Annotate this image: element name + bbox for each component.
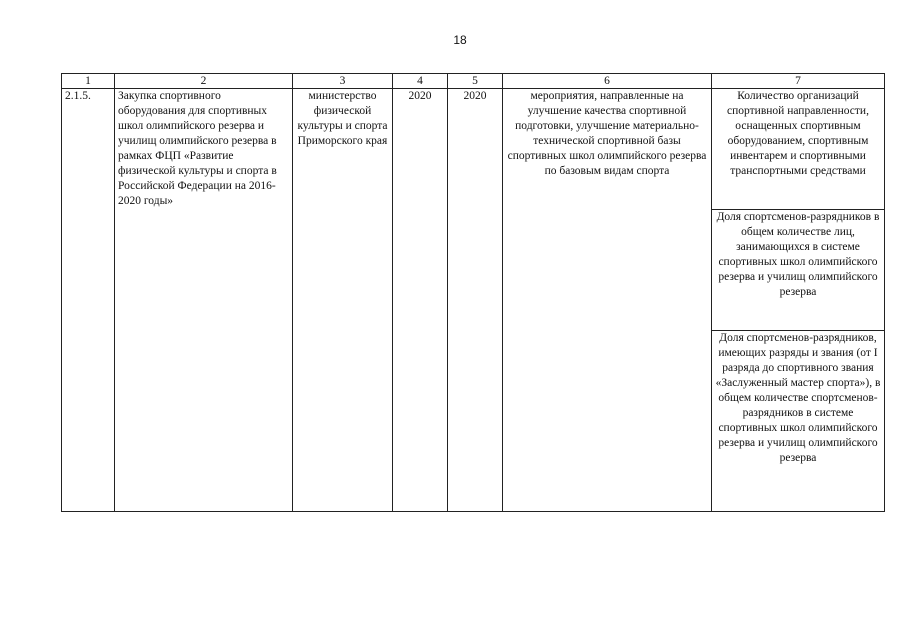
start-year-cell: 2020 — [393, 89, 448, 512]
column-header: 7 — [712, 74, 885, 89]
indicator-cell: Количество организаций спортивной направленности, оснащенных спортивным оборудованием, спортивным инвентарем и спортивными транспортными средствами — [712, 89, 885, 210]
table-header-row — [62, 74, 885, 89]
table-row — [62, 89, 885, 210]
column-header: 2 — [115, 74, 293, 89]
column-header: 4 — [393, 74, 448, 89]
end-year-cell: 2020 — [448, 89, 503, 512]
program-table — [61, 73, 885, 512]
column-header: 1 — [62, 74, 115, 89]
indicator-cell: Доля спортсменов-разрядников в общем количестве лиц, занимающихся в системе спортивных школ олимпийского резерва и училищ олимпийского резерва — [712, 210, 885, 331]
executor-cell: министерство физической культуры и спорта Приморского края — [293, 89, 393, 512]
indicator-cell: Доля спортсменов-разрядников, имеющих разряды и звания (от I разряда до спортивного звания «Заслуженный мастер спорта»), в общем количестве спортсменов-разрядников в системе спортивных школ олимпийского резерва и училищ олимпийского резерва — [712, 331, 885, 512]
column-header: 5 — [448, 74, 503, 89]
column-header: 6 — [503, 74, 712, 89]
measures-cell: мероприятия, направленные на улучшение качества спортивной подготовки, улучшение материально-технической спортивной базы спортивных школ олимпийского резерва по базовым видам спорта — [503, 89, 712, 512]
column-header: 3 — [293, 74, 393, 89]
page-number: 18 — [453, 33, 467, 47]
activity-name-cell: Закупка спортивного оборудования для спортивных школ олимпийского резерва и училищ олимпийского резерва в рамках ФЦП «Развитие физической культуры и спорта в Российской Федерации на 2016-2020 годы» — [115, 89, 293, 512]
row-number-cell: 2.1.5. — [62, 89, 115, 512]
